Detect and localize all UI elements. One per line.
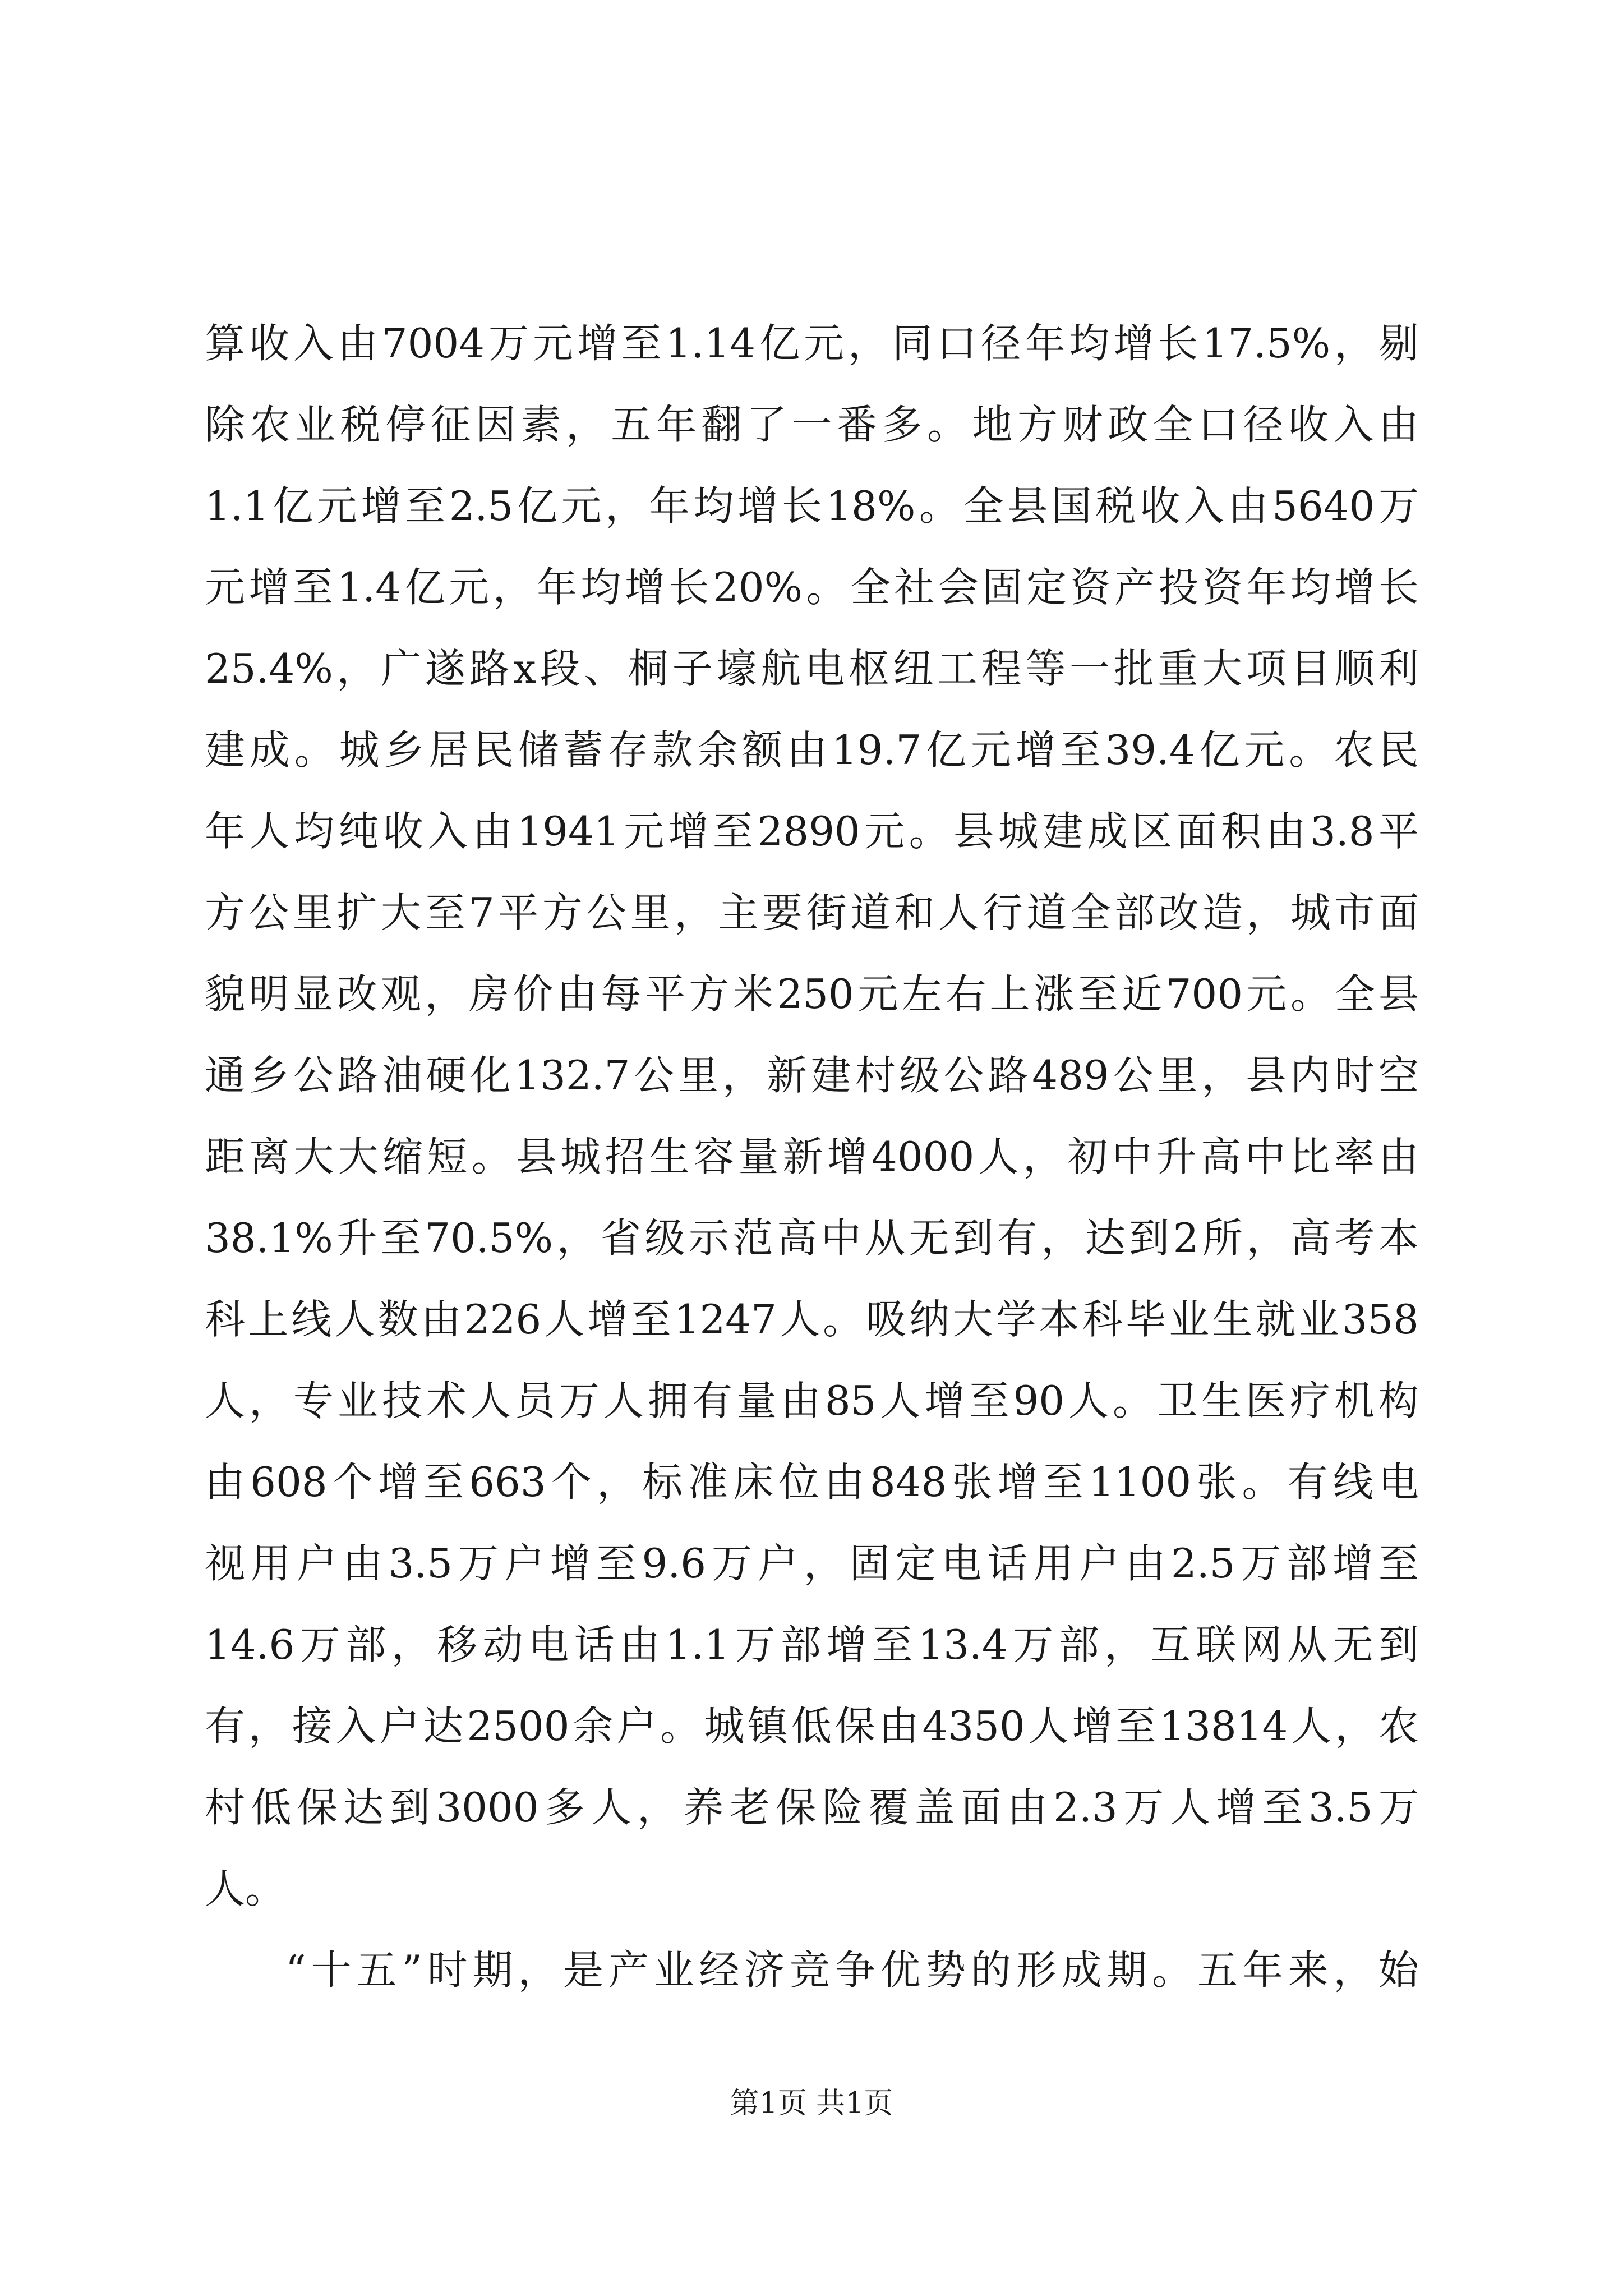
text-line: 科上线人数由226人增至1247人。吸纳大学本科毕业生就业358 bbox=[205, 1296, 1419, 1343]
text-line: 建成。城乡居民储蓄存款余额由19.7亿元增至39.4亿元。农民 bbox=[205, 726, 1419, 774]
text-line: 14.6万部，移动电话由1.1万部增至13.4万部，互联网从无到 bbox=[205, 1621, 1419, 1668]
text-line: 38.1%升至70.5%，省级示范高中从无到有，达到2所，高考本 bbox=[205, 1214, 1419, 1262]
text-line: 貌明显改观，房价由每平方米250元左右上涨至近700元。全县 bbox=[205, 970, 1419, 1018]
page-footer bbox=[0, 2084, 1623, 2123]
text-line: 人，专业技术人员万人拥有量由85人增至90人。卫生医疗机构 bbox=[205, 1377, 1419, 1424]
text-line: 方公里扩大至7平方公里，主要街道和人行道全部改造，城市面 bbox=[205, 889, 1419, 936]
text-line: 人。 bbox=[205, 1865, 286, 1912]
text-line: 视用户由3.5万户增至9.6万户，固定电话用户由2.5万部增至 bbox=[205, 1540, 1419, 1587]
text-line: 25.4%，广遂路x段、桐子壕航电枢纽工程等一批重大项目顺利 bbox=[205, 645, 1419, 692]
text-line: 年人均纯收入由1941元增至2890元。县城建成区面积由3.8平 bbox=[205, 808, 1419, 855]
text-line: 1.1亿元增至2.5亿元，年均增长18%。全县国税收入由5640万 bbox=[205, 482, 1419, 530]
text-line: 算收入由7004万元增至1.14亿元，同口径年均增长17.5%，剔 bbox=[205, 320, 1419, 367]
text-line: 通乡公路油硬化132.7公里，新建村级公路489公里，县内时空 bbox=[205, 1052, 1419, 1099]
text-line: 除农业税停征因素，五年翻了一番多。地方财政全口径收入由 bbox=[205, 401, 1419, 448]
text-line: 村低保达到3000多人，养老保险覆盖面由2.3万人增至3.5万 bbox=[205, 1784, 1419, 1831]
text-line-paragraph-start: “十五”时期，是产业经济竞争优势的形成期。五年来，始 bbox=[285, 1947, 1419, 1994]
text-line: 由608个增至663个，标准床位由848张增至1100张。有线电 bbox=[205, 1458, 1419, 1506]
text-line: 元增至1.4亿元，年均增长20%。全社会固定资产投资年均增长 bbox=[205, 564, 1419, 611]
document-body bbox=[205, 303, 1419, 2011]
text-line: 有，接入户达2500余户。城镇低保由4350人增至13814人，农 bbox=[205, 1703, 1419, 1750]
page-number-label: 第1页 共1页 bbox=[730, 2087, 893, 2120]
text-line: 距离大大缩短。县城招生容量新增4000人，初中升高中比率由 bbox=[205, 1133, 1419, 1180]
